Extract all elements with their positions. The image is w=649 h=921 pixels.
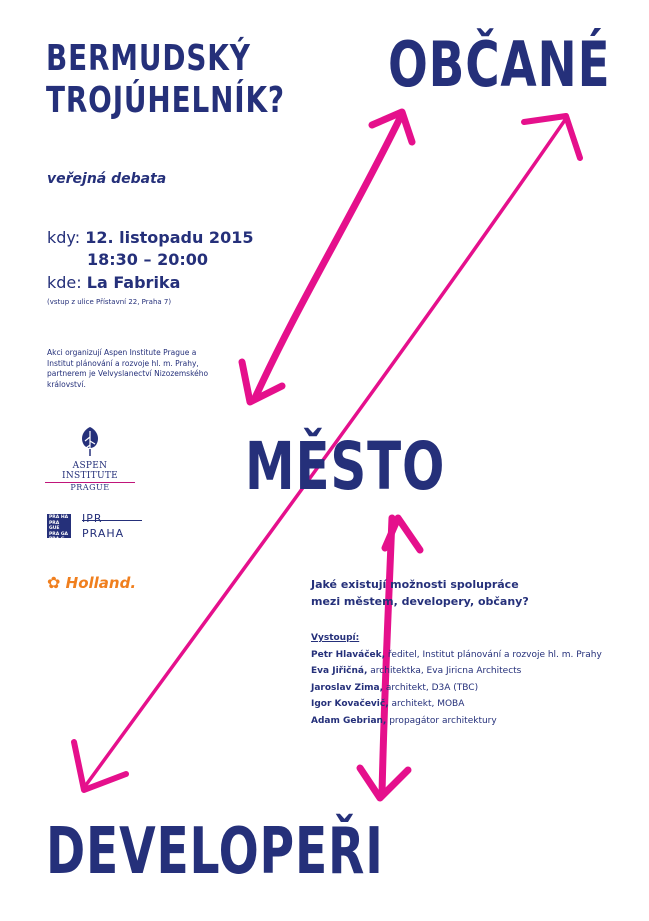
headline-line1: BERMUDSKÝ [46, 38, 251, 79]
speaker-role: propagátor architektury [386, 715, 497, 726]
speaker-role: ředitel, Institut plánování a rozvoje hl. m. Prahy [385, 649, 602, 660]
speaker-item [311, 696, 602, 713]
speaker-role: architektka, Eva Jiricna Architects [367, 666, 522, 676]
when-date: 12. listopadu 2015 [85, 228, 254, 247]
headline [46, 38, 285, 122]
ipr-line2: PRAHA [82, 527, 125, 540]
aspen-name: ASPEN INSTITUTE [45, 461, 135, 483]
node-mesto: MĚSTO [245, 428, 446, 505]
when-label: kdy: [47, 228, 81, 247]
speaker-name: Jaroslav Zima, [311, 682, 384, 693]
speaker-item [311, 713, 602, 730]
speaker-name: Petr Hlaváček, [311, 649, 386, 660]
when-date-row [47, 228, 253, 247]
aspen-sub: PRAGUE [70, 483, 110, 492]
speaker-name: Igor Kovačevič, [311, 699, 389, 709]
holland-text: Holland. [65, 574, 137, 592]
speaker-name: Adam Gebrian, [311, 715, 387, 726]
holland-logo [47, 573, 136, 592]
speaker-role: architekt, MOBA [388, 699, 465, 709]
tulip-icon: ✿ [47, 573, 61, 592]
subtitle: veřejná debata [47, 171, 167, 187]
question [311, 576, 529, 610]
node-developeri: DEVELOPEŘI [46, 815, 384, 889]
speaker-name: Eva Jiřičná, [311, 666, 368, 676]
where-label: kde: [47, 273, 82, 292]
speaker-item [311, 647, 602, 664]
speaker-role: architekt, D3A (TBC) [383, 682, 479, 693]
arrow-mesto-obcane [255, 118, 400, 398]
headline-line2: TROJÚHELNÍK? [46, 80, 285, 121]
aspen-logo [45, 425, 135, 492]
question-line2: mezi městem, developery, občany? [311, 595, 529, 608]
speakers-header: Vystoupí: [311, 633, 360, 643]
ipr-logo-text [82, 513, 124, 540]
when-time-row [87, 250, 208, 269]
when-time: 18:30 – 20:00 [87, 250, 208, 269]
ipr-line1: IPR [82, 512, 103, 525]
aspen-leaf-icon [76, 425, 104, 457]
organizers-text: Akci organizují Aspen Institute Prague a Institut plánování a rozvoje hl. m. Prahy, partnerem je Velvyslanectví Nizozemského království. [47, 348, 209, 389]
ipr-box-logo: PRA HA PRA GUE PRA GA PRA G [47, 514, 71, 538]
speakers-list [311, 630, 602, 729]
where-place: La Fabrika [86, 273, 181, 292]
speaker-item [311, 680, 602, 697]
question-line1: Jaké existují možnosti spolupráce [311, 578, 519, 591]
speaker-item [311, 663, 602, 680]
where-note: (vstup z ulice Přístavní 22, Praha 7) [47, 298, 172, 306]
where-row [47, 273, 180, 292]
node-obcane: OBČANÉ [388, 28, 611, 101]
